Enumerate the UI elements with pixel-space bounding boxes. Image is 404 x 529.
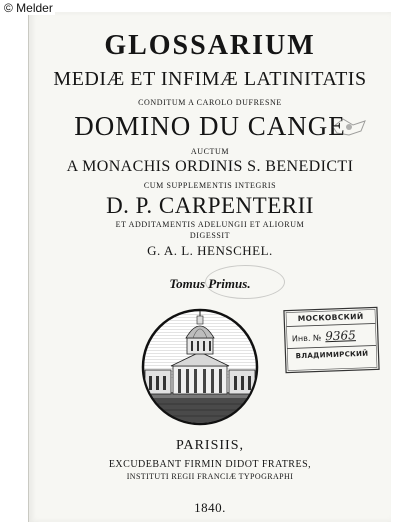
publication-year: 1840. — [194, 500, 226, 515]
supplementis-line: CUM SUPPLEMENTIS INTEGRIS — [143, 181, 277, 190]
digessit-line: DIGESSIT — [189, 231, 231, 240]
book-title: GLOSSARIUM — [104, 30, 316, 61]
library-inventory-stamp — [283, 306, 380, 373]
stamp-inventory-number: 9365 — [324, 328, 356, 344]
title-page — [28, 12, 391, 522]
copyright-watermark: © Melder — [4, 1, 53, 15]
monachis-line: A MONACHIS ORDINIS S. BENEDICTI — [66, 158, 354, 175]
domed-building-engraving-icon — [141, 308, 259, 426]
stamp-line-1: МОСКОВСКИЙ — [297, 311, 364, 324]
stamp-line-3: ВЛАДИМИРСКИЙ — [295, 349, 369, 361]
stamp-inventory-prefix: Инв. № — [291, 333, 322, 344]
instituti-line: INSTITUTI REGII FRANCIÆ TYPOGRAPHI — [126, 472, 294, 481]
publication-city: PARISIIS, — [175, 438, 244, 453]
author-name: DOMINO DU CANGE — [74, 111, 346, 141]
additamentis-line: ET ADDITAMENTIS ADELUNGII ET ALIORUM — [115, 220, 305, 229]
printer-line: EXCUDEBANT FIRMIN DIDOT FRATRES, — [108, 459, 312, 470]
book-subtitle: MEDIÆ ET INFIMÆ LATINITATIS — [53, 68, 367, 90]
conditum-line: CONDITUM A CAROLO DUFRESNE — [138, 98, 282, 107]
auctum-line: AUCTUM — [190, 147, 230, 156]
carpenterii-name: D. P. CARPENTERII — [106, 193, 314, 218]
volume-label: Tomus Primus. — [169, 276, 251, 291]
faint-emblem-icon — [331, 116, 367, 138]
editor-name: G. A. L. HENSCHEL. — [147, 243, 273, 258]
